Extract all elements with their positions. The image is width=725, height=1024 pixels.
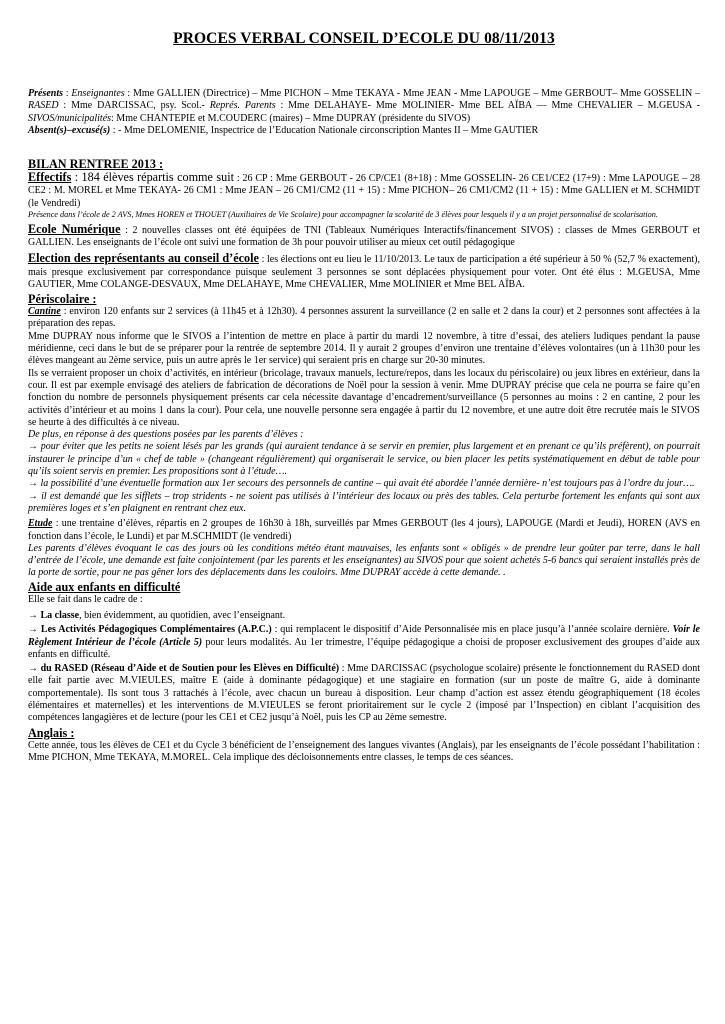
effectifs-paragraph: Effectifs : 184 élèves répartis comme suit : 26 CP : Mme GERBOUT - 26 CP/CE1 (8+18) : Mme GOSSELIN- 26 CE1/CE2 (17+9) : Mme LAPOUGE – 28 CE2 : M. MOREL et Mme TEKAYA- 26 CM1 : Mme JEAN – 26 CM1/CM2 (11 + 15) : Mme PICHON– 26 CM1/CM2 (11 + 15) : Mme GALLIEN et M. SCHMIDT (le Vendredi)	[28, 170, 700, 209]
aide-rased: → du RASED (Réseau d’Aide et de Soutien pour les Elèves en Difficulté) : Mme DARCISSAC (psychologue scolaire) présente le fonctionnement du RASED dont elle fait partie avec M.VIEULES, maître E (aide à dominante pédagogique) et une stagiaire en formation (sur un poste de maître G, aide à dominante comportementale). Ils sont tous 3 rattachés à l’école, avec chacun un bureau à disposition. Leur champ d’action est assez étendu géographiquement (18 écoles élémentaires et maternelles) et les interventions de M.VIEULES se feront prioritairement sur le cycle 2 (imposé par l’Inspection) en ciblant l’acquisition des compétences langagières et de lecture (pour les CE1 et CE2 jusqu’à Noël, puis les CP au 2ème semestre.	[28, 663, 700, 724]
anglais-paragraph: Cette année, tous les élèves de CE1 et du Cycle 3 bénéficient de l’enseignement des langues vivantes (Anglais), par les enseignants de l’école possédant l’habilitation : Mme PICHON, Mme TEKAYA, M.MOREL. Cela implique des décloisonnements entre classes, le temps de ces séances.	[28, 739, 700, 763]
avs-note: Présence dans l’école de 2 AVS, Mmes HOREN et THOUET (Auxiliaires de Vie Scolaire) pour accompagner la scolarité de 3 élèves pour lesquels il y a un projet personnalisé de scolarisation.	[28, 210, 658, 220]
document-page	[28, 22, 700, 764]
absent-paragraph: Absent(s)–excusé(s) : - Mme DELOMENIE, Inspectrice de l’Education Nationale circonscription Mantes II – Mme GAUTIER	[28, 124, 539, 136]
effectifs-label: Effectifs	[28, 170, 72, 185]
aide-apc: → Les Activités Pédagogiques Complémentaires (A.P.C.) : qui remplacent le dispositif d’Aide Personnalisée mis en place jusqu’à l’année scolaire dernière. Voir le Règlement Intérieur de l’école (Article 5) pour leurs modalités. Au 1er trimestre, l’équipe pédagogique a choisi de proposer exclusivement des groupes d’aide aux enfants en difficulté.	[28, 624, 701, 660]
aide-classe: → La classe, bien évidemment, au quotidien, avec l’enseignant.	[28, 609, 286, 621]
cantine-paragraph: Cantine : environ 120 enfants sur 2 services (à 11h45 et à 12h30). 4 personnes assurent la surveillance (2 en salle et 2 dans la cour) et 2 personnes sont affectées à la préparation des repas.	[28, 306, 700, 330]
numerique-paragraph: Ecole Numérique : 2 nouvelles classes ont été équipées de TNI (Tableaux Numériques Interactifs/financement SIVOS) : classes de Mmes GERBOUT et GALLIEN. Les enseignants de l’école ont suivi une formation de 3h pour pouvoir utiliser au mieux cet outil pédagogique	[28, 221, 700, 248]
aide-heading: Aide aux enfants en difficulté	[28, 579, 181, 594]
etude-label: Etude	[28, 518, 53, 530]
question-2: → la possibilité d’une éventuelle formation aux 1er secours des personnels de cantine – qui avait été abordée l’année dernière- n’est toujours pas à l’ordre du jour….	[28, 478, 695, 490]
dupray-paragraph: Mme DUPRAY nous informe que le SIVOS a l’intention de mettre en place à partir du mardi 12 novembre, à titre d’essai, des ateliers ludiques pendant la pause méridienne, ceci dans le but de se préparer pour la rentrée de septembre 2014. Il y aurait 2 groupes d’environ une trentaine d’élèves volontaires (un à 11h30 pour les élèves mangeant au 2ème service, puis un autre après le 1er service) qui seraient pris en charge sur 20-30 minutes.	[28, 330, 700, 367]
numerique-label: Ecole Numérique	[28, 221, 121, 236]
aide-intro: Elle se fait dans le cadre de :	[28, 593, 143, 605]
absent-label: Absent(s)–excusé(s)	[28, 124, 111, 136]
page-title: PROCES VERBAL CONSEIL D’ECOLE DU 08/11/2013	[173, 30, 555, 47]
cantine-label: Cantine	[28, 306, 61, 318]
anglais-heading: Anglais :	[28, 725, 75, 740]
periscolaire-heading: Périscolaire :	[28, 292, 97, 307]
election-label: Election des représentants au conseil d’école	[28, 251, 259, 266]
etude-paragraph: Etude : une trentaine d’élèves, répartis en 2 groupes de 16h30 à 18h, surveillés par Mmes GERBOUT (les 4 jours), LAPOUGE (Mardi et Jeudi), HOREN (AVS en fonction dans l’école, le Lundi) et par M.SCHMIDT (le vendredi)	[28, 518, 700, 542]
question-3: → il est demandé que les sifflets – trop stridents - ne soient pas utilisés à l’intérieur des locaux ou près des tables. Cela perturbe fortement les enfants qui sont aux premières loges et s’en plaignent en rentrant chez eux.	[28, 490, 700, 514]
parents-paragraph: Les parents d’élèves évoquant le cas des jours où les conditions météo étant mauvaises, les enfants sont « obligés » de prendre leur goûter par terre, dans le hall d’entrée de l’école, une demande est faite conjointement (par les parents et les enseignantes) au SIVOS pour que soient achetés 5-6 bancs qui seraient installés près de la porte de sortie, pour ne pas gêner lors des déplacements dans les couloirs. Mme DUPRAY accède à cette demande. .	[28, 542, 700, 579]
question-1: → pour éviter que les petits ne soient lésés par les grands (qui auraient tendance à se servir en premier, plus largement et en prenant ce qu’ils préfèrent), on pourrait instaurer le principe d’un « chef de table » (changeant régulièrement) qui organiserait le service, ou bien placer les petits systématiquement en début de table pour qu’ils soient servis en premier. Les propositions sont à l’étude….	[28, 441, 700, 478]
presents-label: Présents	[28, 88, 63, 99]
deplus-paragraph: De plus, en réponse à des questions posées par les parents d’élèves :	[28, 429, 304, 441]
bilan-heading: BILAN RENTREE 2013 :	[28, 157, 164, 172]
presents-paragraph: Présents : Enseignantes : Mme GALLIEN (Directrice) – Mme PICHON – Mme TEKAYA - Mme JEAN - Mme LAPOUGE – Mme GERBOUT– Mme GOSSELIN – RASED : Mme DARCISSAC, psy. Scol.- Représ. Parents : Mme DELAHAYE- Mme MOLINIER- Mme BEL AÏBA — Mme CHEVALIER – M.GEUSA - SIVOS/municipalités: Mme CHANTEPIE et M.COUDERC (maires) – Mme DUPRAY (présidente du SIVOS)	[28, 88, 700, 124]
election-paragraph: Election des représentants au conseil d’école : les élections ont eu lieu le 11/10/2013. Le taux de participation a été supérieur à 50 % (52,7 % exactement), mais presque exclusivement par correspondance puisque seulement 3 personnes se sont déplacées physiquement pour voter. Ont été élus : M.GEUSA, Mme GAUTIER, Mme COLANGE-DESVAUX, Mme DELAHAYE, Mme CHEVALIER, Mme MOLINIER et Mme BEL AÏBA.	[28, 251, 700, 290]
ateliers-paragraph: Ils se verraient proposer un choix d’activités, en intérieur (bricolage, travaux manuels, lecture/repos, dans les locaux du périscolaire) ou jeux libres en extérieur, dans la cour. Il est par exemple envisagé des ateliers de fabrication de décorations de Noël pour la session à venir. Mme DUPRAY précise que cela ne pourra se faire qu’en fonction du nombre de personnels physiquement présents car cela nécessite davantage d’encadrement/surveillance (5 personnes au moins : 2 en cantine, 2 pour les activités d’intérieur et au moins 1 dans la cour). Pour cela, une nouvelle personne sera engagée à partir du 12 novembre, et une autre doit être recrutée mais le SIVOS se heurte à des difficultés à ce niveau.	[28, 367, 700, 428]
